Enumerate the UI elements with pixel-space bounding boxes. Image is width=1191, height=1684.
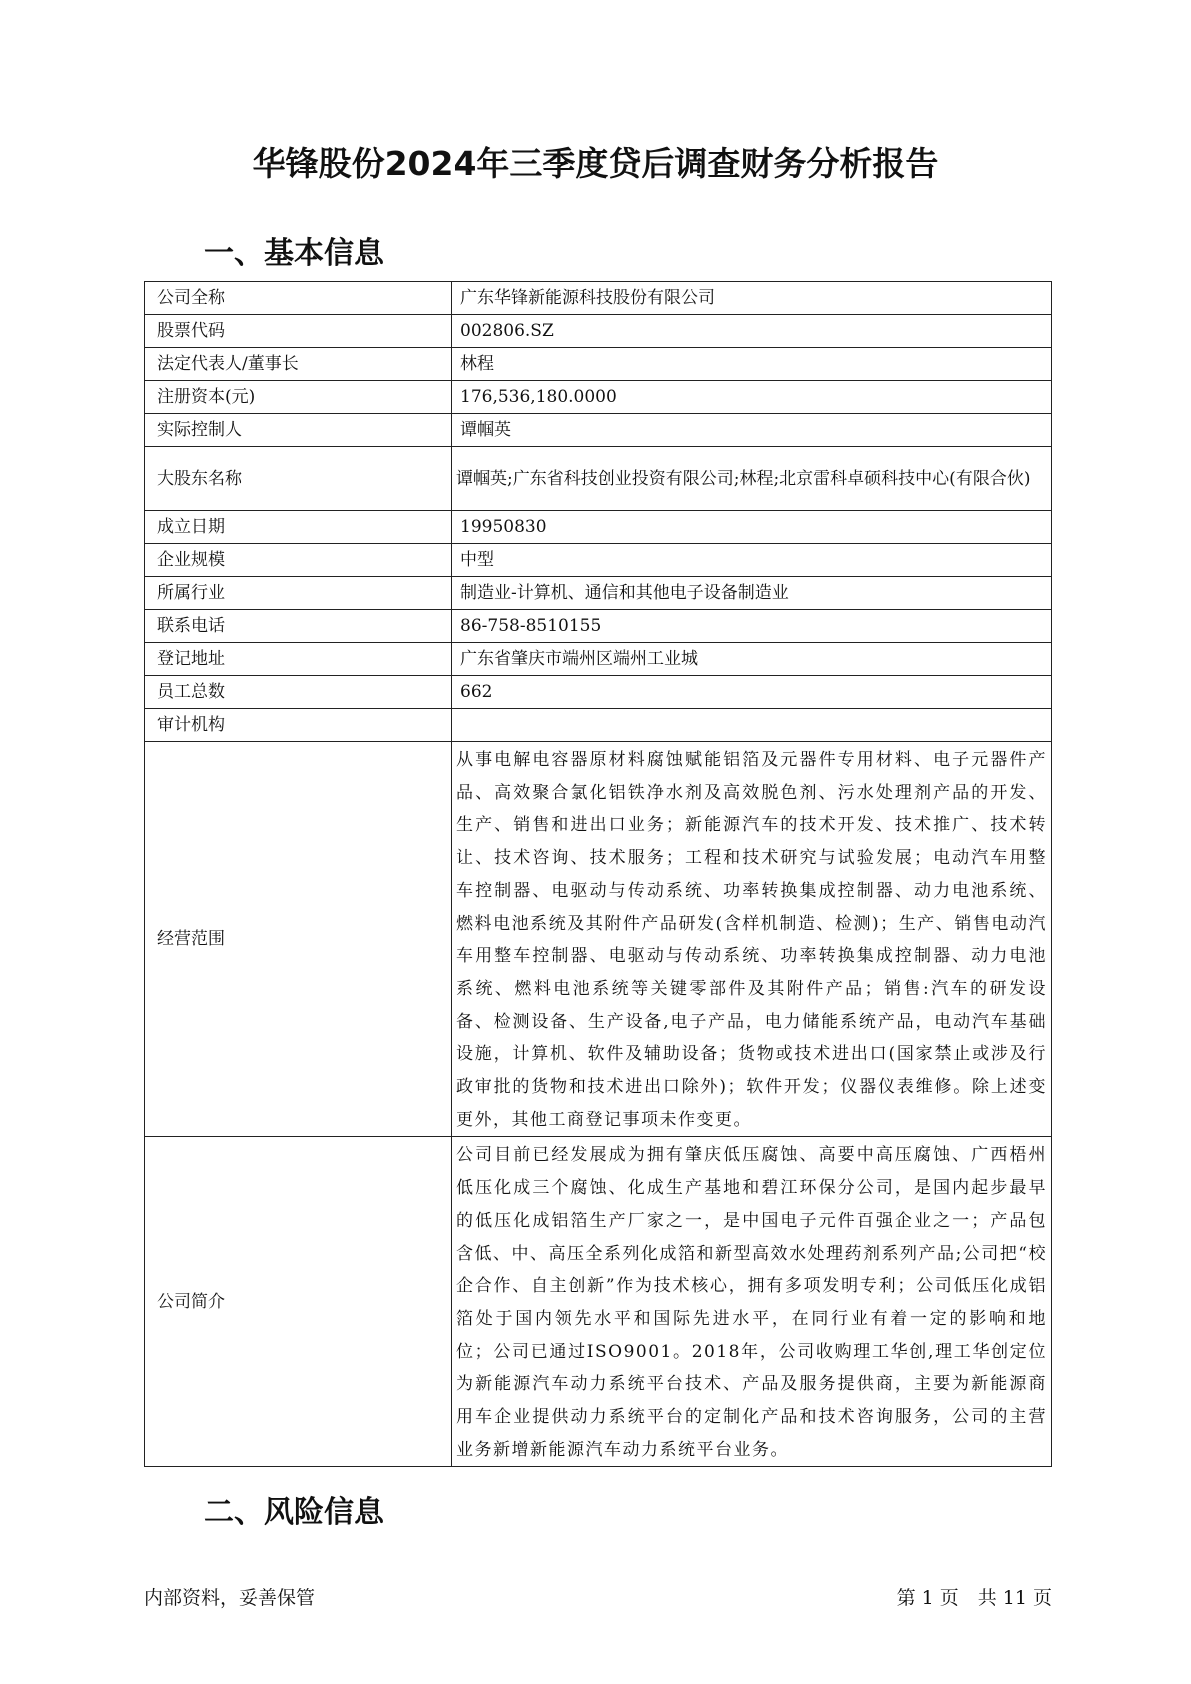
row-value: 广东华锋新能源科技股份有限公司 <box>452 282 1052 315</box>
table-row <box>145 447 1052 511</box>
row-label: 股票代码 <box>145 315 452 348</box>
table-row <box>145 742 1052 1137</box>
row-value: 谭帼英 <box>452 414 1052 447</box>
row-value: 制造业-计算机、通信和其他电子设备制造业 <box>452 577 1052 610</box>
row-label: 企业规模 <box>145 544 452 577</box>
row-label: 登记地址 <box>145 643 452 676</box>
row-value: 从事电解电容器原材料腐蚀赋能铝箔及元器件专用材料、电子元器件产品、高效聚合氯化铝铁净水剂及高效脱色剂、污水处理剂产品的开发、生产、销售和进出口业务；新能源汽车的技术开发、技术推广、技术转让、技术咨询、技术服务；工程和技术研究与试验发展；电动汽车用整车控制器、电驱动与传动系统、功率转换集成控制器、动力电池系统、燃料电池系统及其附件产品研发(含样机制造、检测)；生产、销售电动汽车用整车控制器、电驱动与传动系统、功率转换集成控制器、动力电池系统、燃料电池系统等关键零部件及其附件产品；销售:汽车的研发设备、检测设备、生产设备,电子产品，电力储能系统产品，电动汽车基础设施，计算机、软件及辅助设备；货物或技术进出口(国家禁止或涉及行政审批的货物和技术进出口除外)；软件开发；仪器仪表维修。除上述变更外，其他工商登记事项未作变更。 <box>452 742 1052 1137</box>
row-label: 所属行业 <box>145 577 452 610</box>
footer-confidential-note: 内部资料，妥善保管 <box>144 1587 316 1609</box>
row-label: 联系电话 <box>145 610 452 643</box>
row-label: 审计机构 <box>145 709 452 742</box>
table-row <box>145 1137 1052 1467</box>
row-value <box>452 709 1052 742</box>
row-value: 广东省肇庆市端州区端州工业城 <box>452 643 1052 676</box>
row-label: 公司简介 <box>145 1137 452 1467</box>
table-row <box>145 414 1052 447</box>
row-value: 002806.SZ <box>452 315 1052 348</box>
row-label: 公司全称 <box>145 282 452 315</box>
table-row <box>145 544 1052 577</box>
table-row <box>145 709 1052 742</box>
section-heading-basic-info: 一、基本信息 <box>204 236 384 271</box>
table-row <box>145 643 1052 676</box>
table-row <box>145 676 1052 709</box>
row-label: 经营范围 <box>145 742 452 1137</box>
table-row <box>145 315 1052 348</box>
row-value: 林程 <box>452 348 1052 381</box>
table-row <box>145 511 1052 544</box>
table-row <box>145 610 1052 643</box>
row-label: 实际控制人 <box>145 414 452 447</box>
row-value: 176,536,180.0000 <box>452 381 1052 414</box>
report-title: 华锋股份2024年三季度贷后调查财务分析报告 <box>252 144 939 183</box>
table-row <box>145 381 1052 414</box>
basic-info-table <box>144 281 1052 1467</box>
row-value: 86-758-8510155 <box>452 610 1052 643</box>
row-value: 中型 <box>452 544 1052 577</box>
table-row <box>145 282 1052 315</box>
footer-page-number: 第 1 页 共 11 页 <box>896 1587 1052 1609</box>
row-value: 谭帼英;广东省科技创业投资有限公司;林程;北京雷科卓硕科技中心(有限合伙) <box>452 447 1052 511</box>
row-value: 662 <box>452 676 1052 709</box>
section-heading-risk-info: 二、风险信息 <box>204 1495 384 1530</box>
row-label: 注册资本(元) <box>145 381 452 414</box>
table-row <box>145 348 1052 381</box>
row-label: 成立日期 <box>145 511 452 544</box>
row-value: 公司目前已经发展成为拥有肇庆低压腐蚀、高要中高压腐蚀、广西梧州低压化成三个腐蚀、化成生产基地和碧江环保分公司，是国内起步最早的低压化成铝箔生产厂家之一，是中国电子元件百强企业之一；产品包含低、中、高压全系列化成箔和新型高效水处理药剂系列产品;公司把“校企合作、自主创新”作为技术核心，拥有多项发明专利；公司低压化成铝箔处于国内领先水平和国际先进水平，在同行业有着一定的影响和地位；公司已通过ISO9001。2018年，公司收购理工华创,理工华创定位为新能源汽车动力系统平台技术、产品及服务提供商，主要为新能源商用车企业提供动力系统平台的定制化产品和技术咨询服务，公司的主营业务新增新能源汽车动力系统平台业务。 <box>452 1137 1052 1467</box>
table-row <box>145 577 1052 610</box>
row-label: 法定代表人/董事长 <box>145 348 452 381</box>
row-label: 大股东名称 <box>145 447 452 511</box>
row-value: 19950830 <box>452 511 1052 544</box>
row-label: 员工总数 <box>145 676 452 709</box>
